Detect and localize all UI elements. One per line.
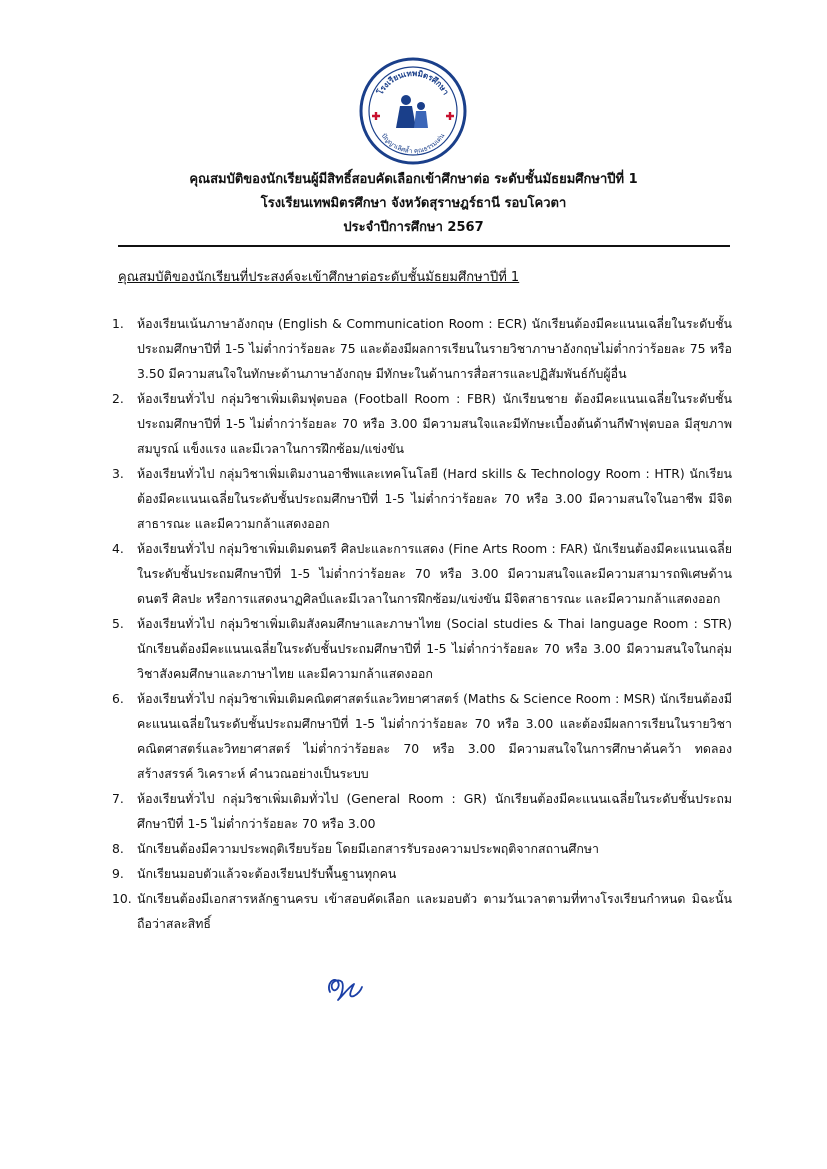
signature-stroke — [329, 980, 362, 1000]
list-item — [112, 536, 732, 611]
emblem-child-body — [414, 111, 428, 128]
item-text: ห้องเรียนทั่วไป กลุ่มวิชาเพิ่มเติมดนตรี ศิลปะและการแสดง (Fine Arts Room : FAR) นักเรียนต้องมีคะแนนเฉลี่ยในระดับชั้นประถมศึกษาปีที่ 1-5 ไม่ต่ำกว่าร้อยละ 70 หรือ 3.00 มีความสนใจและมีความสามารถพิเศษด้านดนตรี ศิลปะ หรือการแสดงนาฏศิลป์และมีเวลาในการฝึกซ้อม/แข่งขัน มีจิตสาธารณะ และมีความกล้าแสดงออก — [137, 541, 732, 606]
list-item — [112, 686, 732, 786]
signature-graphic — [324, 970, 366, 1006]
item-number: 7. — [112, 791, 124, 806]
section-title: คุณสมบัติของนักเรียนที่ประสงค์จะเข้าศึกษาต่อระดับชั้นมัธยมศึกษาปีที่ 1 — [118, 270, 520, 285]
list-item — [112, 386, 732, 461]
school-emblem-icon — [358, 56, 468, 166]
header-line-2: โรงเรียนเทพมิตรศึกษา จังหวัดสุราษฎร์ธานี รอบโควตา — [260, 196, 567, 211]
item-number: 8. — [112, 841, 124, 856]
list-item — [112, 886, 732, 936]
item-text: ห้องเรียนเน้นภาษาอังกฤษ (English & Communication Room : ECR) นักเรียนต้องมีคะแนนเฉลี่ยในระดับชั้นประถมศึกษาปีที่ 1-5 ไม่ต่ำกว่าร้อยละ 75 และต้องมีผลการเรียนในรายวิชาภาษาอังกฤษไม่ต่ำกว่าร้อยละ 75 หรือ 3.50 มีความสนใจในทักษะด้านภาษาอังกฤษ มีทักษะในด้านการสื่อสารและปฏิสัมพันธ์กับผู้อื่น — [137, 316, 732, 381]
item-text: ห้องเรียนทั่วไป กลุ่มวิชาเพิ่มเติมคณิตศาสตร์และวิทยาศาสตร์ (Maths & Science Room : MSR) นักเรียนต้องมีคะแนนเฉลี่ยในระดับชั้นประถมศึกษาปีที่ 1-5 ไม่ต่ำกว่าร้อยละ 70 หรือ 3.00 และต้องมีผลการเรียนในรายวิชาคณิตศาสตร์และวิทยาศาสตร์ ไม่ต่ำกว่าร้อยละ 70 หรือ 3.00 มีความสนใจในการศึกษาค้นคว้า ทดลอง สร้างสรรค์ วิเคราะห์ คำนวณอย่างเป็นระบบ — [137, 691, 732, 781]
list-item — [112, 861, 732, 886]
item-text: ห้องเรียนทั่วไป กลุ่มวิชาเพิ่มเติมงานอาชีพและเทคโนโลยี (Hard skills & Technology Room : HTR) นักเรียนต้องมีคะแนนเฉลี่ยในระดับชั้นประถมศึกษาปีที่ 1-5 ไม่ต่ำกว่าร้อยละ 70 หรือ 3.00 มีความสนใจในอาชีพ มีจิตสาธารณะ และมีความกล้าแสดงออก — [137, 466, 732, 531]
emblem-top-text: โรงเรียนเทพมิตรศึกษา — [375, 68, 451, 97]
item-number: 10. — [112, 891, 132, 906]
list-item — [112, 311, 732, 386]
item-text: ห้องเรียนทั่วไป กลุ่มวิชาเพิ่มเติมฟุตบอล (Football Room : FBR) นักเรียนชาย ต้องมีคะแนนเฉลี่ยในระดับชั้นประถมศึกษาปีที่ 1-5 ไม่ต่ำกว่าร้อยละ 70 หรือ 3.00 มีความสนใจและมีทักษะเบื้องต้นด้านกีฬาฟุตบอล มีสุขภาพสมบูรณ์ แข็งแรง และมีเวลาในการฝึกซ้อม/แข่งขัน — [137, 391, 732, 456]
header-line-1: คุณสมบัติของนักเรียนผู้มีสิทธิ์สอบคัดเลือกเข้าศึกษาต่อ ระดับชั้นมัธยมศึกษาปีที่ 1 — [189, 172, 638, 187]
header-line-3: ประจำปีการศึกษา 2567 — [343, 220, 484, 235]
item-text: ห้องเรียนทั่วไป กลุ่มวิชาเพิ่มเติมสังคมศึกษาและภาษาไทย (Social studies & Thai language Room : STR) นักเรียนต้องมีคะแนนเฉลี่ยในระดับชั้นประถมศึกษาปีที่ 1-5 ไม่ต่ำกว่าร้อยละ 70 หรือ 3.00 มีความสนใจในกลุ่มวิชาสังคมศึกษาและภาษาไทย และมีความกล้าแสดงออก — [137, 616, 732, 681]
item-number: 2. — [112, 391, 124, 406]
header-divider — [118, 245, 730, 247]
item-number: 1. — [112, 316, 124, 331]
signature-icon — [324, 970, 366, 1006]
list-item — [112, 461, 732, 536]
emblem-bottom-text: ปัญญาเลิศล้ำ คุณธรรมเด่น — [379, 131, 447, 156]
item-number: 6. — [112, 691, 124, 706]
requirements-list — [112, 311, 732, 936]
item-number: 9. — [112, 866, 124, 881]
list-item — [112, 786, 732, 836]
item-number: 5. — [112, 616, 124, 631]
item-text: นักเรียนต้องมีความประพฤติเรียบร้อย โดยมีเอกสารรับรองความประพฤติจากสถานศึกษา — [137, 841, 599, 856]
item-number: 4. — [112, 541, 124, 556]
item-text: นักเรียนต้องมีเอกสารหลักฐานครบ เข้าสอบคัดเลือก และมอบตัว ตามวันเวลาตามที่ทางโรงเรียนกำหนด มิฉะนั้นถือว่าสละสิทธิ์ — [137, 891, 732, 931]
school-emblem-graphic — [358, 56, 468, 166]
item-number: 3. — [112, 466, 124, 481]
list-item — [112, 611, 732, 686]
item-text: ห้องเรียนทั่วไป กลุ่มวิชาเพิ่มเติมทั่วไป (General Room : GR) นักเรียนต้องมีคะแนนเฉลี่ยในระดับชั้นประถมศึกษาปีที่ 1-5 ไม่ต่ำกว่าร้อยละ 70 หรือ 3.00 — [137, 791, 732, 831]
emblem-child-head — [417, 102, 425, 110]
document-header — [0, 168, 827, 240]
list-item — [112, 836, 732, 861]
emblem-figure-head — [401, 95, 411, 105]
item-text: นักเรียนมอบตัวแล้วจะต้องเรียนปรับพื้นฐานทุกคน — [137, 866, 397, 881]
